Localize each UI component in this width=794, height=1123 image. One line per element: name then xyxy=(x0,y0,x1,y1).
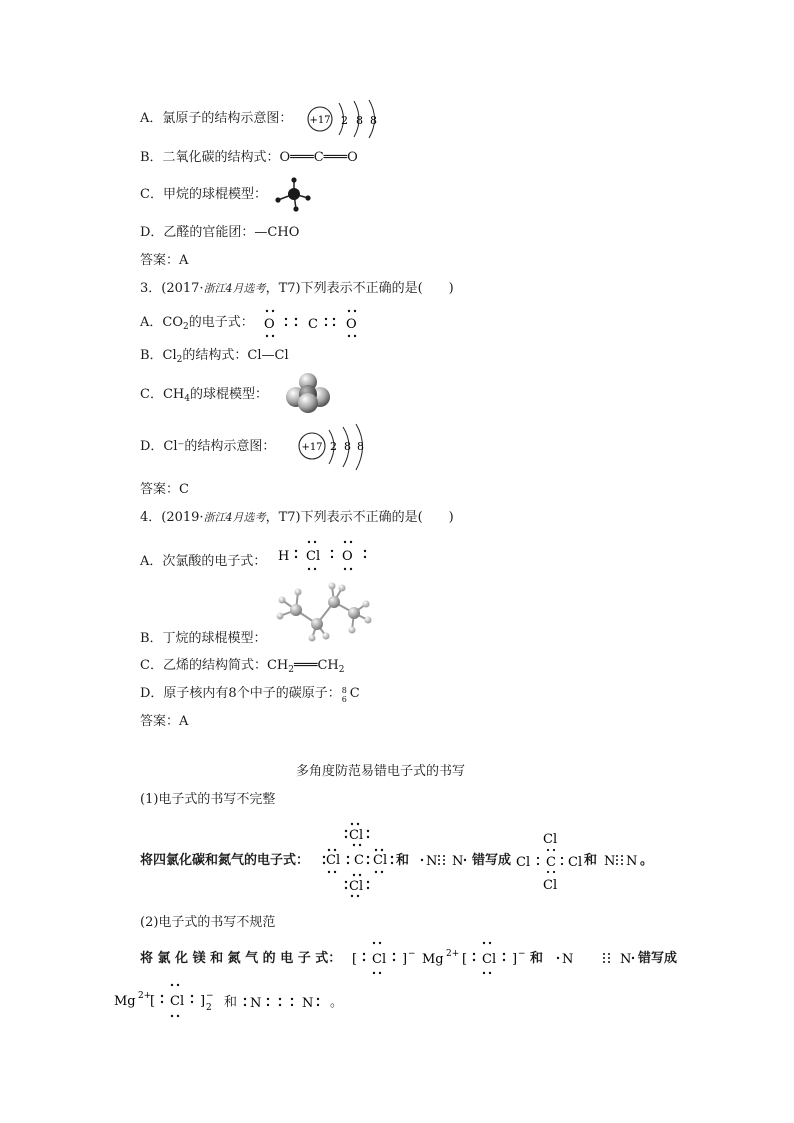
chloride-ion-diagram xyxy=(298,424,378,472)
svg-text:[: [ xyxy=(352,952,358,967)
q3-shell-3: 8 xyxy=(357,440,364,453)
svg-text:N: N xyxy=(302,996,314,1011)
svg-text:N: N xyxy=(426,854,438,869)
svg-text:]: ] xyxy=(200,994,206,1009)
q4-option-c-sub2: 2 xyxy=(338,665,345,675)
q4-stem-rest: ，T7)下列表示不正确的是( ) xyxy=(265,510,454,525)
q4-stem-num: 4．(2019· xyxy=(140,510,204,525)
svg-text:]: ] xyxy=(512,952,518,967)
q3-option-b-prefix: B．Cl xyxy=(140,348,177,363)
n2-electron-formula xyxy=(420,848,468,872)
hclo-h: H xyxy=(278,549,290,564)
q3-option-a-sub: 2 xyxy=(183,322,189,332)
section-p1-text: 将四氯化碳和氮气的电子式： xyxy=(140,853,310,868)
nuclide-notation xyxy=(341,685,350,704)
hclo-electron-formula xyxy=(276,538,376,572)
svg-text:Cl: Cl xyxy=(543,878,558,893)
q4-option-b: B．丁烷的球棍模型： xyxy=(140,631,267,646)
section-p2-and: 和 xyxy=(530,951,544,966)
hclo-cl: Cl xyxy=(306,549,321,564)
methane-ball-stick-model xyxy=(272,176,316,216)
q2-option-b: B．二氧化碳的结构式：O═══C═══O xyxy=(140,150,358,165)
hclo-o: O xyxy=(342,549,353,564)
q4-option-d xyxy=(140,685,360,703)
chlorine-atom-diagram xyxy=(306,100,386,136)
q3-shell-2: 8 xyxy=(344,440,351,453)
q3-stem-num: 3．(2017· xyxy=(140,281,204,296)
butane-ball-stick-model xyxy=(272,580,376,640)
co2-o2: O xyxy=(346,317,357,332)
q2-shell-2: 8 xyxy=(356,114,363,127)
svg-text:N: N xyxy=(626,854,638,869)
mgcl2-electron-formula xyxy=(350,938,540,978)
svg-text:N: N xyxy=(620,952,632,967)
ccl4-electron-formula xyxy=(324,820,396,900)
q3-stem-rest: ，T7)下列表示不正确的是( ) xyxy=(265,281,454,296)
svg-text:−: − xyxy=(206,991,214,1001)
svg-text:N: N xyxy=(452,854,464,869)
svg-text:Mg: Mg xyxy=(114,994,136,1009)
svg-text:Cl: Cl xyxy=(349,879,364,894)
section-p1-heading: (1)电子式的书写不完整 xyxy=(140,792,276,807)
q2-shell-3: 8 xyxy=(370,114,377,127)
svg-text:[: [ xyxy=(462,952,468,967)
q3-option-c-suffix: 的球棍模型： xyxy=(189,387,268,402)
svg-text:Mg: Mg xyxy=(422,952,444,967)
svg-text:Cl: Cl xyxy=(170,994,185,1009)
q3-nucleus: +17 xyxy=(301,442,323,453)
svg-text:N: N xyxy=(250,996,262,1011)
q4-option-c xyxy=(140,657,344,679)
q4-option-d-prefix: D．原子核内有8个中子的碳原子： xyxy=(140,686,341,701)
q2-option-d: D．乙醛的官能团：—CHO xyxy=(140,225,300,240)
svg-text:Cl: Cl xyxy=(482,952,497,967)
q3-option-b xyxy=(140,347,289,369)
q4-option-c-sub1: 2 xyxy=(288,665,294,675)
section-p1-end: 。 xyxy=(640,853,654,868)
q3-option-b-sub: 2 xyxy=(176,355,183,365)
svg-text:Cl: Cl xyxy=(568,855,583,870)
section-p1-and2: 和 xyxy=(584,853,598,868)
nuclide-number: 6 xyxy=(341,695,347,704)
nuclide-mass: 8 xyxy=(341,686,347,695)
q3-option-c-prefix: C．CH xyxy=(140,387,185,402)
n2-wrong-formula xyxy=(604,848,640,872)
q4-option-c-prefix: C．乙烯的结构简式：CH xyxy=(140,658,289,673)
q3-option-c xyxy=(140,386,268,408)
svg-text:−: − xyxy=(518,949,526,959)
svg-text:]: ] xyxy=(402,952,408,967)
q3-stem-source: 浙江4月选考 xyxy=(203,282,266,295)
q2-answer: 答案：A xyxy=(140,253,189,268)
section-p1-and: 和 xyxy=(396,853,410,868)
section-p2-end: 。 xyxy=(330,995,344,1010)
section-p2-and2: 和 xyxy=(224,995,238,1010)
co2-electron-formula xyxy=(262,306,372,340)
svg-text:C: C xyxy=(354,853,364,868)
section-p2-wrong: 错写成 xyxy=(638,951,678,966)
q3-shell-1: 2 xyxy=(330,440,337,453)
q3-option-a-prefix: A．CO xyxy=(140,315,183,330)
q3-option-d: D．Cl⁻的结构示意图： xyxy=(140,439,276,454)
section-p2-text: 将 氯 化 镁 和 氮 气 的 电 子 式： xyxy=(140,951,342,966)
svg-text:Cl: Cl xyxy=(516,855,531,870)
n2-spaced-formula xyxy=(556,946,636,970)
q3-option-b-suffix: 的结构式：Cl—Cl xyxy=(182,348,289,363)
q2-nucleus: +17 xyxy=(309,115,331,126)
q4-stem-source: 浙江4月选考 xyxy=(203,511,266,524)
q3-option-c-sub: 4 xyxy=(184,394,190,404)
q2-option-a-text: A．氯原子的结构示意图： xyxy=(140,111,293,126)
svg-text:Cl: Cl xyxy=(543,832,558,847)
n2-wrong-electron-formula xyxy=(240,990,336,1014)
svg-text:C: C xyxy=(546,855,556,870)
q4-stem xyxy=(140,509,454,527)
q4-option-c-mid: ═══CH xyxy=(293,658,339,673)
svg-text:Cl: Cl xyxy=(326,853,341,868)
q4-answer: 答案：A xyxy=(140,714,189,729)
section-p1-wrong: 错写成 xyxy=(472,853,512,868)
nuclide-element: C xyxy=(349,686,360,701)
svg-text:N: N xyxy=(562,952,574,967)
mgcl2-wrong-formula xyxy=(112,980,232,1022)
q3-option-a-suffix: 的电子式： xyxy=(188,315,254,330)
section-p2-heading: (2)电子式的书写不规范 xyxy=(140,915,276,930)
section-title: 多角度防范易错电子式的书写 xyxy=(296,764,466,779)
svg-text:2+: 2+ xyxy=(138,991,152,1001)
svg-text:Cl: Cl xyxy=(349,828,364,843)
svg-text:[: [ xyxy=(150,994,156,1009)
svg-text:N: N xyxy=(604,854,616,869)
svg-text:2+: 2+ xyxy=(446,949,460,959)
q2-option-c: C．甲烷的球棍模型： xyxy=(140,187,267,202)
methane-space-filling-model xyxy=(286,372,330,414)
svg-text:Cl: Cl xyxy=(373,853,388,868)
co2-o1: O xyxy=(264,317,275,332)
q2-shell-1: 2 xyxy=(341,114,348,127)
q4-option-a: A．次氯酸的电子式： xyxy=(140,554,267,569)
svg-text:−: − xyxy=(408,949,416,959)
svg-text:Cl: Cl xyxy=(372,952,387,967)
q2-option-a xyxy=(140,110,292,128)
q3-option-a xyxy=(140,314,254,336)
svg-text:2: 2 xyxy=(206,1003,212,1013)
co2-c: C xyxy=(308,317,318,332)
q3-answer: 答案：C xyxy=(140,482,189,497)
q3-stem xyxy=(140,280,454,298)
